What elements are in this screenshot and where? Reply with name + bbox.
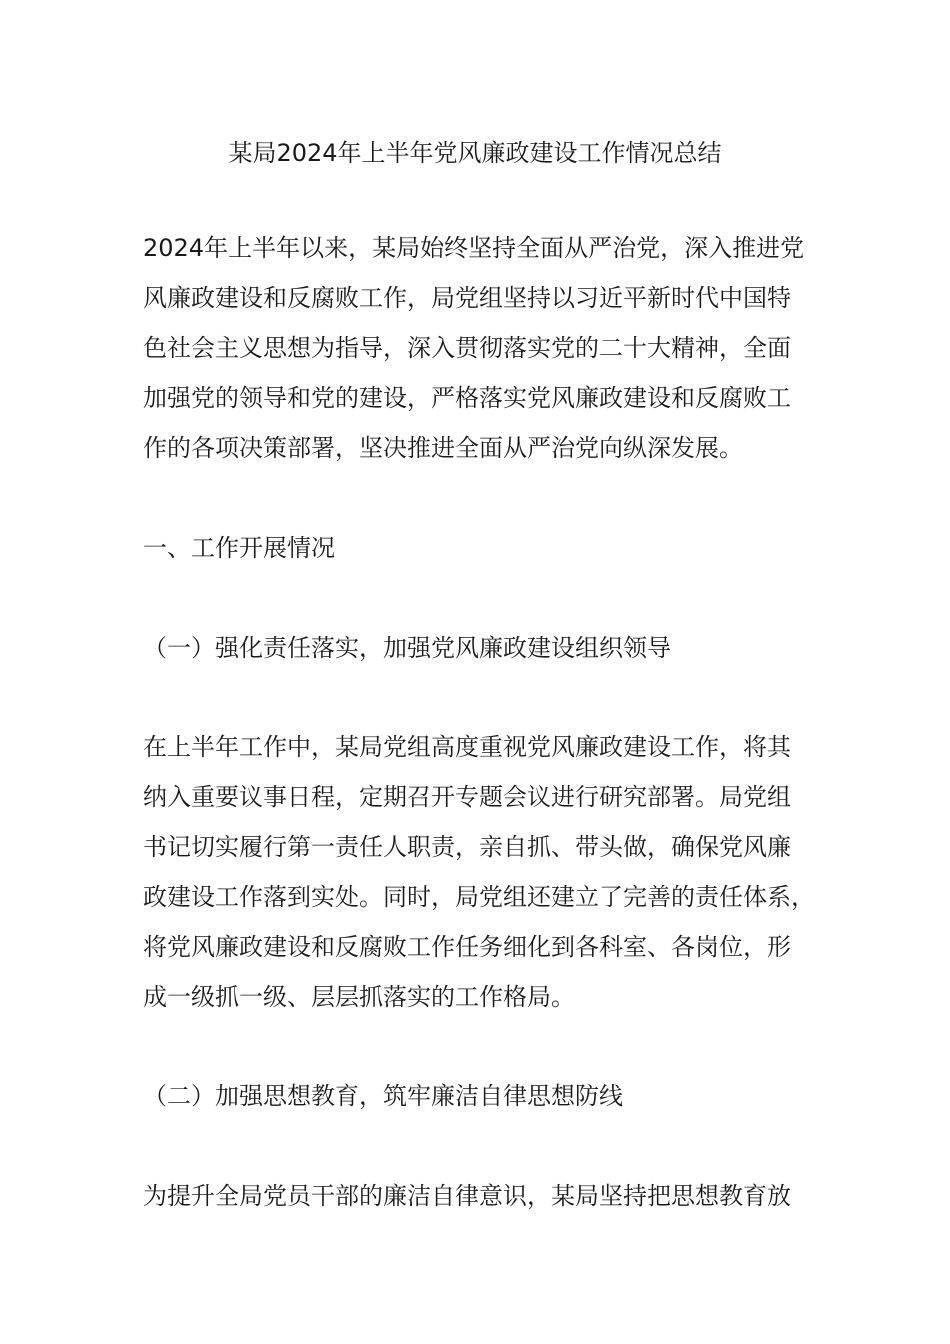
subsection-1-heading: （一）强化责任落实，加强党风廉政建设组织领导 xyxy=(143,634,671,662)
section-1-heading: 一、工作开展情况 xyxy=(143,534,335,562)
subsection-heading xyxy=(143,623,823,673)
document-title: 某局2024年上半年党风廉政建设工作情况总结 xyxy=(228,139,722,167)
paragraph-line: 2024年上半年以来，某局始终坚持全面从严治党，深入推进党 xyxy=(143,234,805,262)
paragraph-line: 为提升全局党员干部的廉洁自律意识，某局坚持把思想教育放 xyxy=(143,1182,791,1210)
paragraph-line: 作的各项决策部署，坚决推进全面从严治党向纵深发展。 xyxy=(143,434,743,462)
section-heading xyxy=(143,523,823,573)
paragraph-line: 加强党的领导和党的建设，严格落实党风廉政建设和反腐败工 xyxy=(143,384,791,412)
subsection-2-heading: （二）加强思想教育，筑牢廉洁自律思想防线 xyxy=(143,1082,623,1110)
paragraph-line: 在上半年工作中，某局党组高度重视党风廉政建设工作，将其 xyxy=(143,733,791,761)
paragraph-line: 风廉政建设和反腐败工作，局党组坚持以习近平新时代中国特 xyxy=(143,284,791,312)
paragraph-line: 将党风廉政建设和反腐败工作任务细化到各科室、各岗位，形 xyxy=(143,933,791,961)
subsection-2-paragraph xyxy=(143,1171,823,1221)
paragraph-line: 成一级抓一级、层层抓落实的工作格局。 xyxy=(143,983,575,1011)
paragraph-line: 纳入重要议事日程，定期召开专题会议进行研究部署。局党组 xyxy=(143,783,791,811)
paragraph-line: 书记切实履行第一责任人职责，亲自抓、带头做，确保党风廉 xyxy=(143,833,791,861)
paragraph-line: 色社会主义思想为指导，深入贯彻落实党的二十大精神，全面 xyxy=(143,334,791,362)
subsection-heading xyxy=(143,1071,823,1121)
paragraph-line: 政建设工作落到实处。同时，局党组还建立了完善的责任体系， xyxy=(143,883,815,911)
intro-paragraph xyxy=(143,223,823,473)
subsection-1-paragraph xyxy=(143,722,823,1022)
